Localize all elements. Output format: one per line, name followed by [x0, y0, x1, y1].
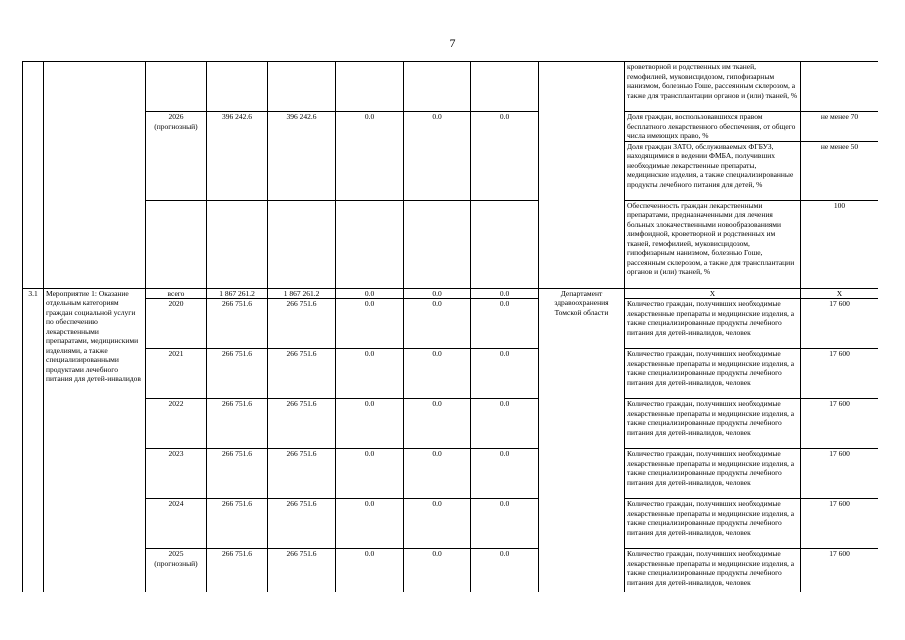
col6-cell: 0.0: [404, 549, 471, 593]
name-cell: [44, 62, 146, 289]
indicator-value-cell: 17 600: [801, 449, 879, 499]
total-cell: [207, 200, 268, 288]
table-row: [23, 449, 879, 499]
col6-cell: [404, 62, 471, 112]
indicator-value-cell: 17 600: [801, 499, 879, 549]
table-row: [23, 549, 879, 593]
executor-cell: [539, 62, 625, 289]
indicator-value-cell: Х: [801, 288, 879, 299]
col5-cell: [336, 62, 404, 112]
indicator-cell: Доля граждан ЗАТО, обслуживаемых ФГБУЗ, находящимися в ведении ФМБА, получивших необходимые лекарственные препараты, медицинские изделия, а также специализированные продукты лечебного питания для детей, %: [625, 141, 801, 200]
year-cell: 2025 (прогнозный): [146, 549, 207, 593]
col5-cell: 0.0: [336, 349, 404, 399]
indicator-cell: Количество граждан, получивших необходимые лекарственные препараты и медицинские изделия, а также специализированные продукты лечебного питания для детей-инвалидов, человек: [625, 399, 801, 449]
federal-cell: 266 751.6: [268, 449, 336, 499]
page-number: 7: [449, 36, 456, 50]
indicator-value-cell: 17 600: [801, 349, 879, 399]
col7-cell: 0.0: [471, 112, 539, 201]
federal-cell: 266 751.6: [268, 399, 336, 449]
table-row: [23, 200, 879, 288]
federal-cell: [268, 200, 336, 288]
col7-cell: 0.0: [471, 399, 539, 449]
federal-cell: [268, 62, 336, 112]
federal-cell: 396 242.6: [268, 112, 336, 201]
table-row: [23, 399, 879, 449]
col7-cell: 0.0: [471, 299, 539, 349]
col7-cell: 0.0: [471, 449, 539, 499]
col6-cell: 0.0: [404, 349, 471, 399]
executor-cell: Департамент здравоохранения Томской области: [539, 288, 625, 592]
table-row: [23, 499, 879, 549]
col6-cell: 0.0: [404, 112, 471, 201]
total-cell: [207, 62, 268, 112]
col6-cell: 0.0: [404, 449, 471, 499]
federal-cell: 266 751.6: [268, 549, 336, 593]
col5-cell: 0.0: [336, 288, 404, 299]
indicator-cell: кроветворной и родственных им тканей, гемофилией, муковисцидозом, гипофизарным нанизмом, болезнью Гоше, рассеянным склерозом, а также для трансплантации органов и (или) тканей, %: [625, 62, 801, 112]
indicator-value-cell: 100: [801, 200, 879, 288]
col5-cell: 0.0: [336, 449, 404, 499]
table-row: [23, 62, 879, 112]
indicator-value-cell: [801, 62, 879, 112]
col7-cell: 0.0: [471, 499, 539, 549]
col6-cell: 0.0: [404, 499, 471, 549]
year-cell: [146, 200, 207, 288]
year-cell: [146, 62, 207, 112]
federal-cell: 266 751.6: [268, 349, 336, 399]
indicator-cell: Обеспеченность граждан лекарственными препаратами, предназначенными для лечения больных злокачественными новообразованиями лимфоидной, кроветворной и родственных им тканей, гемофилией, муковисцидозом, гипофизарным нанизмом, болезнью Гоше, рассеянным склерозом, а также для трансплантации органов и (или) тканей, %: [625, 200, 801, 288]
federal-cell: 266 751.6: [268, 499, 336, 549]
federal-cell: 1 867 261.2: [268, 288, 336, 299]
indicator-value-cell: 17 600: [801, 299, 879, 349]
year-cell: 2023: [146, 449, 207, 499]
program-table-container: [22, 61, 878, 592]
federal-cell: 266 751.6: [268, 299, 336, 349]
col5-cell: 0.0: [336, 499, 404, 549]
indicator-value-cell: 17 600: [801, 549, 879, 593]
col7-cell: [471, 200, 539, 288]
col7-cell: 0.0: [471, 349, 539, 399]
total-cell: 396 242.6: [207, 112, 268, 201]
total-cell: 266 751.6: [207, 499, 268, 549]
col5-cell: 0.0: [336, 112, 404, 201]
indicator-cell: Количество граждан, получивших необходимые лекарственные препараты и медицинские изделия, а также специализированные продукты лечебного питания для детей-инвалидов, человек: [625, 299, 801, 349]
name-cell: Мероприятие 1: Оказание отдельным категориям граждан социальной услуги по обеспечению лекарственными препаратами, медицинскими изделиями, а также специализированными продуктами лечебного питания для детей-инвалидов: [44, 288, 146, 592]
indicator-value-cell: 17 600: [801, 399, 879, 449]
indicator-cell: Количество граждан, получивших необходимые лекарственные препараты и медицинские изделия, а также специализированные продукты лечебного питания для детей-инвалидов, человек: [625, 499, 801, 549]
indicator-cell: Количество граждан, получивших необходимые лекарственные препараты и медицинские изделия, а также специализированные продукты лечебного питания для детей-инвалидов, человек: [625, 549, 801, 593]
col5-cell: 0.0: [336, 549, 404, 593]
total-cell: 266 751.6: [207, 549, 268, 593]
indicator-cell: Количество граждан, получивших необходимые лекарственные препараты и медицинские изделия, а также специализированные продукты лечебного питания для детей-инвалидов, человек: [625, 349, 801, 399]
year-cell: 2022: [146, 399, 207, 449]
year-cell: всего: [146, 288, 207, 299]
col7-cell: 0.0: [471, 549, 539, 593]
table-row: [23, 349, 879, 399]
indicator-cell: Доля граждан, воспользовавшихся правом бесплатного лекарственного обеспечения, от общего числа имеющих право, %: [625, 112, 801, 142]
col5-cell: 0.0: [336, 299, 404, 349]
indicator-cell: Количество граждан, получивших необходимые лекарственные препараты и медицинские изделия, а также специализированные продукты лечебного питания для детей-инвалидов, человек: [625, 449, 801, 499]
total-cell: 1 867 261.2: [207, 288, 268, 299]
total-cell: 266 751.6: [207, 399, 268, 449]
indicator-value-cell: не менее 70: [801, 112, 879, 142]
year-cell: 2026 (прогнозный): [146, 112, 207, 201]
col7-cell: [471, 62, 539, 112]
year-cell: 2024: [146, 499, 207, 549]
col7-cell: 0.0: [471, 288, 539, 299]
number-cell: [23, 62, 44, 289]
program-table: [22, 61, 878, 592]
total-cell: 266 751.6: [207, 299, 268, 349]
table-row: [23, 288, 879, 299]
total-cell: 266 751.6: [207, 449, 268, 499]
year-cell: 2020: [146, 299, 207, 349]
indicator-value-cell: не менее 50: [801, 141, 879, 200]
number-cell: 3.1: [23, 288, 44, 592]
indicator-cell: Х: [625, 288, 801, 299]
table-row: [23, 112, 879, 142]
col6-cell: 0.0: [404, 399, 471, 449]
col6-cell: 0.0: [404, 288, 471, 299]
col5-cell: 0.0: [336, 399, 404, 449]
col6-cell: 0.0: [404, 299, 471, 349]
total-cell: 266 751.6: [207, 349, 268, 399]
col5-cell: [336, 200, 404, 288]
year-cell: 2021: [146, 349, 207, 399]
col6-cell: [404, 200, 471, 288]
table-row: [23, 299, 879, 349]
